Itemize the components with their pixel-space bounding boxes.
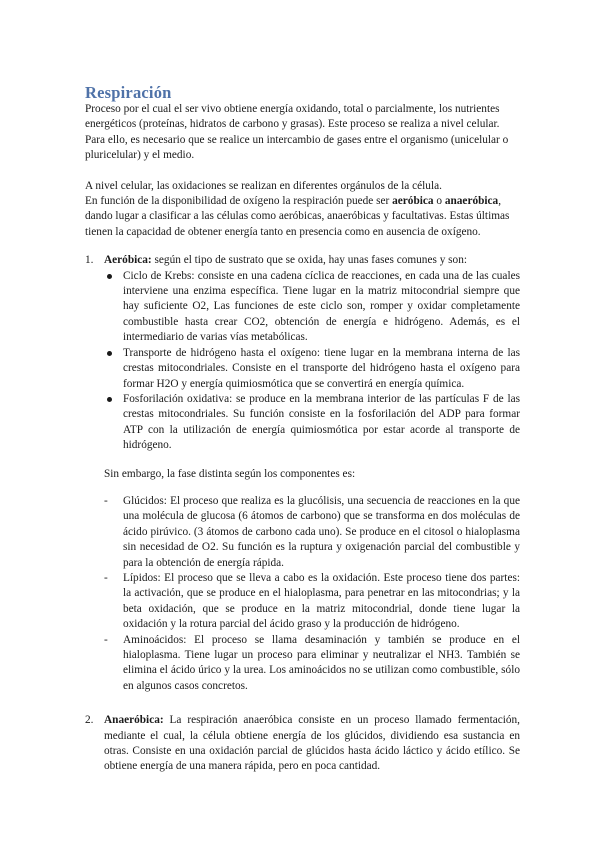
term-anaerobica: anaeróbica: [444, 195, 499, 208]
list-item-aerobica: [85, 253, 520, 694]
bullet-oxidative-phosphorylation: Fosforilación oxidativa: se produce en la membrana interior de las partículas F de las crestas mitocondriales. Su función consiste en la fosforilación del ADP para formar ATP con la utilización de energía quimiosmótica por estar acorde al transporte de hidrógeno.: [104, 392, 520, 454]
para2-mid: o: [433, 195, 445, 208]
list-item-anaerobica: [85, 713, 520, 775]
para2-post: , dando lugar a clasificar a las células como aeróbicas, anaeróbicas y facultativas. Estas últimas tienen la capacidad de obtener energía tanto en presencia como en ausencia de oxígeno.: [85, 195, 510, 238]
dash-lipidos: - Lípidos: El proceso que se lleva a cabo es la oxidación. Este proceso tiene dos partes: la activación, que se produce en el hialoplasma, para penetrar en las mitocondrias; y la beta oxidación, que se produce en la matriz mitocondrial, donde tiene lugar la oxidación y la rotura parcial del ácido graso y la producción de hidrógeno.: [85, 571, 520, 633]
respiration-types-list: [85, 253, 520, 775]
bullet-krebs: Ciclo de Krebs: consiste en una cadena cíclica de reacciones, en cada una de las cuales interviene una enzima específica. Tiene lugar en la matriz mitocondrial siempre que hay suficiente O2, Las funciones de este ciclo son, romper y oxidar completamente combustible hasta crear CO2, obtención de energía e hidrógeno. Además, es el intermediario de varias vías metabólicas.: [104, 269, 520, 346]
bullet-hydrogen-transport: Transporte de hidrógeno hasta el oxígeno: tiene lugar en la membrana interna de las crestas mitocondriales. Consiste en el transporte del hidrógeno hasta el oxígeno para formar H2O y energía quimiosmótica que se convertirá en energía química.: [104, 346, 520, 392]
components-intro: Sin embargo, la fase distinta según los componentes es:: [104, 467, 356, 480]
para2-pre: En función de la disponibilidad de oxígeno la respiración puede ser: [85, 195, 393, 208]
aerobic-phases-list: [104, 269, 520, 454]
dash-aminoacidos: - Aminoácidos: El proceso se llama desaminación y también se produce en el hialoplasma. Tiene lugar un proceso para eliminar y neutralizar el NH3. También se elimina el ácido úrico y la urea. Los aminoácidos no se utilizan como combustible, sólo en algunos casos concretos.: [85, 633, 520, 695]
item-number: 2.: [85, 714, 94, 727]
dash-glucidos: - Glúcidos: El proceso que realiza es la glucólisis, una secuencia de reacciones en la que una molécula de glucosa (6 átomos de carbono) que se transforma en dos moléculas de ácido pirúvico. (3 átomos de carbono cada uno). Se produce en el citosol o hialoplasma sin necesidad de O2. Su función es la ruptura y oxigenación parcial del combustible y para la obtención de energía rápida.: [85, 494, 520, 571]
item-label: Aeróbica:: [104, 254, 152, 267]
item-heading: [104, 253, 520, 268]
item-body: [104, 713, 520, 775]
components-list: [85, 494, 520, 694]
item-number: 1.: [85, 254, 94, 267]
cellular-line-2: [85, 194, 520, 240]
cellular-paragraph: [85, 179, 520, 241]
item-text: según el tipo de sustrato que se oxida, hay unas fases comunes y son:: [151, 254, 467, 267]
term-aerobica: aeróbica: [392, 195, 434, 208]
intro-paragraph: Proceso por el cual el ser vivo obtiene energía oxidando, total o parcialmente, los nutrientes energéticos (proteínas, hidratos de carbono y grasas). Este proceso se realiza a nivel celular. Para ello, es necesario que se realice un intercambio de gases entre el organismo (unicelular o pluricelular) y el medio.: [85, 103, 509, 162]
item-label: Anaeróbica:: [104, 714, 164, 727]
cellular-line-1: A nivel celular, las oxidaciones se realizan en diferentes orgánulos de la célula.: [85, 179, 442, 192]
page-title: Respiración: [85, 83, 172, 102]
item-text: La respiración anaeróbica consiste en un proceso llamado fermentación, mediante el cual, la célula obtiene energía de los glúcidos, dividiendo esa sustancia en otras. Consiste en una oxidación parcial de glúcidos hasta ácido láctico y ácido etílico. Se obtiene energía de una manera rápida, pero en poca cantidad.: [104, 714, 520, 773]
